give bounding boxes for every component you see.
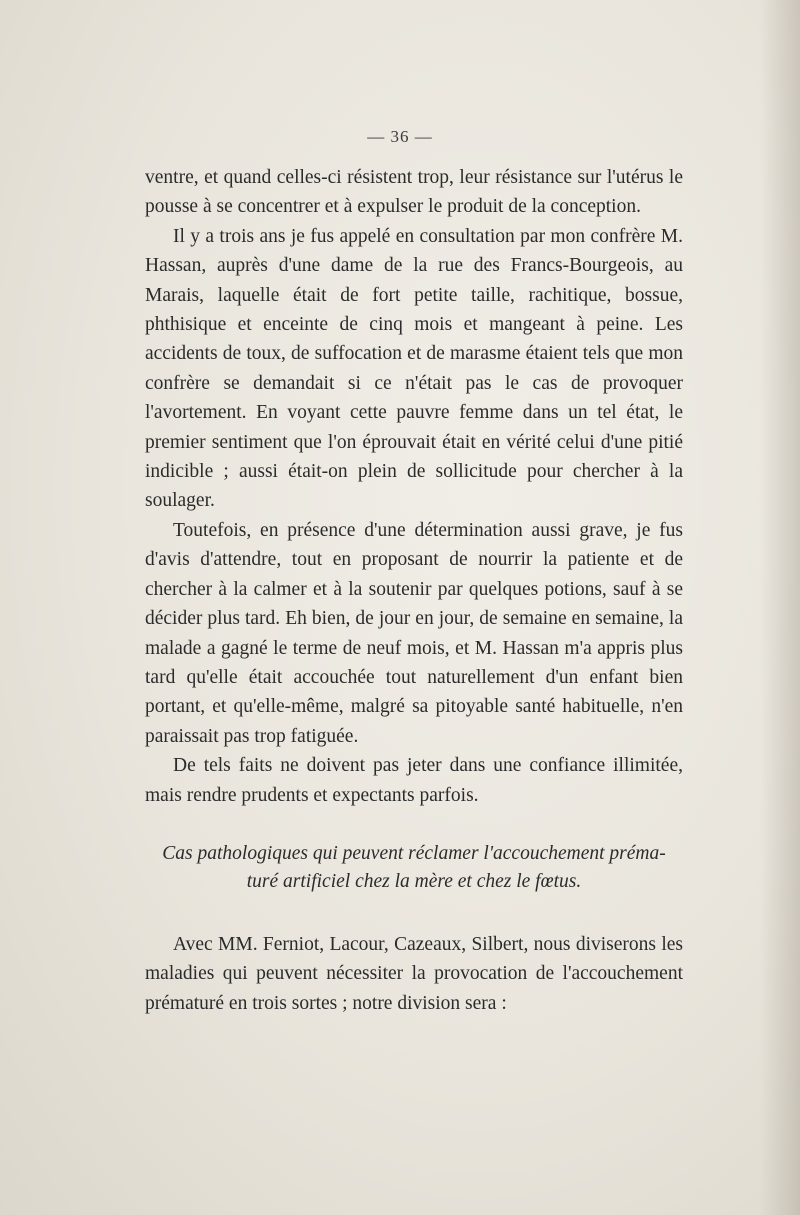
paragraph-continuation: ventre, et quand celles-ci résistent trop, leur résistance sur l'utérus le pousse à se concentrer et à expulser le produit de la conception. xyxy=(145,167,683,218)
paragraph-expectation: Toutefois, en présence d'une détermination aussi grave, je fus d'avis d'attendre, tout en proposant de nourrir la patiente et de chercher à la calmer et à la soutenir par quelques potions, sauf à se décider plus tard. Eh bien, de jour en jour, de semaine en semaine, la malade a gagné le terme de neuf mois, et M. Hassan m'a appris plus tard qu'elle était accouchée tout naturellement d'un enfant bien portant, et qu'elle-même, malgré sa pitoyable santé habituelle, n'en paraissait pas trop fatiguée. xyxy=(145,519,683,747)
body-text xyxy=(145,163,683,1018)
section-heading xyxy=(145,840,683,896)
page-number: — 36 — xyxy=(367,127,433,146)
paragraph-case-hassan: Il y a trois ans je fus appelé en consultation par mon confrère M. Hassan, auprès d'une dame de la rue des Francs-Bourgeois, au Marais, laquelle était de fort petite taille, rachitique, bossue, phthisique et enceinte de cinq mois et mangeant à peine. Les accidents de toux, de suffocation et de marasme étaient tels que mon confrère se demandait si ce n'était pas le cas de provoquer l'avortement. En voyant cette pauvre femme dans un tel état, le premier sentiment que l'on éprouvait était en vérité celui d'une pitié indicible ; aussi était-on plein de sollicitude pour chercher à la soulager. xyxy=(145,225,683,512)
section-heading-line-2: turé artificiel chez la mère et chez le fœtus. xyxy=(246,870,582,892)
paragraph-classification: Avec MM. Ferniot, Lacour, Cazeaux, Silbert, nous diviserons les maladies qui peuvent nécessiter la provocation de l'accouchement prématuré en trois sortes ; notre division sera : xyxy=(145,933,683,1014)
section-heading-line-1: Cas pathologiques qui peuvent réclamer l'accouchement préma- xyxy=(162,842,666,864)
paragraph-conclusion: De tels faits ne doivent pas jeter dans une confiance illimitée, mais rendre prudents et expectants parfois. xyxy=(145,755,683,806)
